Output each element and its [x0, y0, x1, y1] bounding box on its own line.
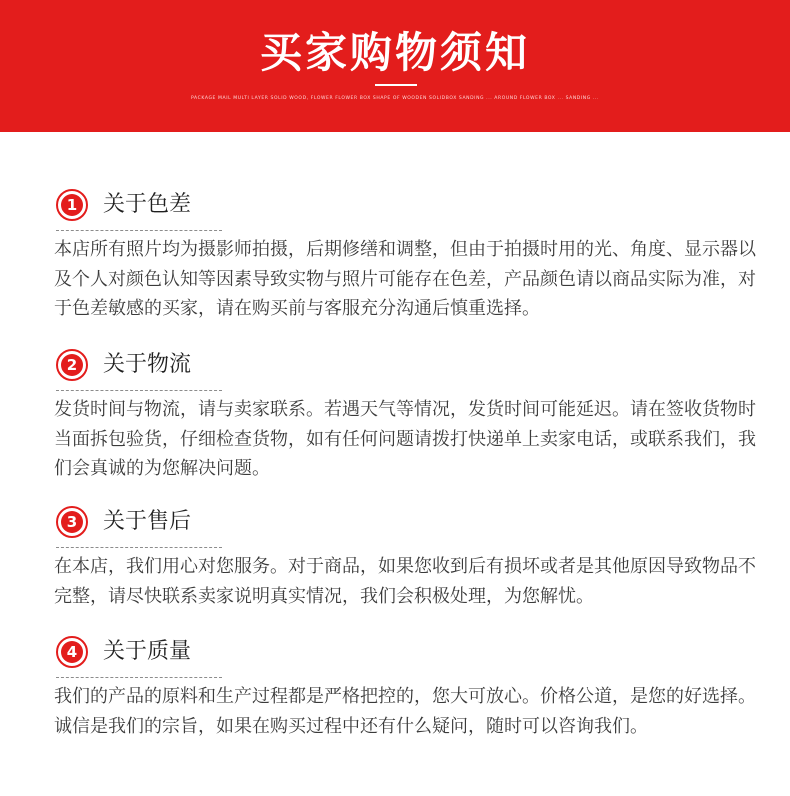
- section-header: [56, 506, 766, 542]
- section-quality: [54, 636, 766, 737]
- section-color-difference: [54, 189, 766, 319]
- header-banner: [0, 0, 790, 132]
- section-logistics: [54, 349, 766, 479]
- section-header: [56, 349, 766, 385]
- badge-number: 3: [61, 511, 83, 533]
- badge-number: 4: [61, 641, 83, 663]
- number-badge-icon: [56, 506, 88, 538]
- section-after-sales: [54, 506, 766, 607]
- dashed-divider: [56, 390, 222, 391]
- title-divider: [375, 84, 417, 86]
- dashed-divider: [56, 677, 222, 678]
- number-badge-icon: [56, 636, 88, 668]
- number-badge-icon: [56, 349, 88, 381]
- banner-subtitle: PACKAGE MAIL MULTI LAYER SOLID WOOD, FLOWER FLOWER BOX SHAPE OF WOODEN SOLIDBOX SANDING ... AROUND FLOWER BOX ... SANDING ...: [191, 96, 599, 101]
- badge-number: 1: [61, 194, 83, 216]
- section-title: 关于色差: [103, 192, 192, 217]
- section-header: [56, 189, 766, 225]
- section-body: 在本店，我们用心对您服务。对于商品，如果您收到后有损坏或者是其他原因导致物品不完整，请尽快联系卖家说明真实情况，我们会积极处理，为您解忧。: [54, 556, 756, 607]
- section-body: 发货时间与物流，请与卖家联系。若遇天气等情况，发货时间可能延迟。请在签收货物时当面拆包验货，仔细检查货物，如有任何问题请拨打快递单上卖家电话，或联系我们，我们会真诚的为您解决问题。: [54, 399, 756, 479]
- dashed-divider: [56, 547, 222, 548]
- section-body: 本店所有照片均为摄影师拍摄，后期修缮和调整，但由于拍摄时用的光、角度、显示器以及个人对颜色认知等因素导致实物与照片可能存在色差，产品颜色请以商品实际为准，对于色差敏感的买家，请在购买前与客服充分沟通后慎重选择。: [54, 239, 756, 319]
- section-title: 关于物流: [103, 352, 192, 377]
- section-header: [56, 636, 766, 672]
- number-badge-icon: [56, 189, 88, 221]
- section-title: 关于售后: [103, 509, 192, 534]
- dashed-divider: [56, 230, 222, 231]
- page-title: 买家购物须知: [259, 28, 530, 77]
- badge-number: 2: [61, 354, 83, 376]
- section-title: 关于质量: [103, 639, 192, 664]
- section-body: 我们的产品的原料和生产过程都是严格把控的，您大可放心。价格公道，是您的好选择。诚信是我们的宗旨，如果在购买过程中还有什么疑问，随时可以咨询我们。: [54, 686, 756, 737]
